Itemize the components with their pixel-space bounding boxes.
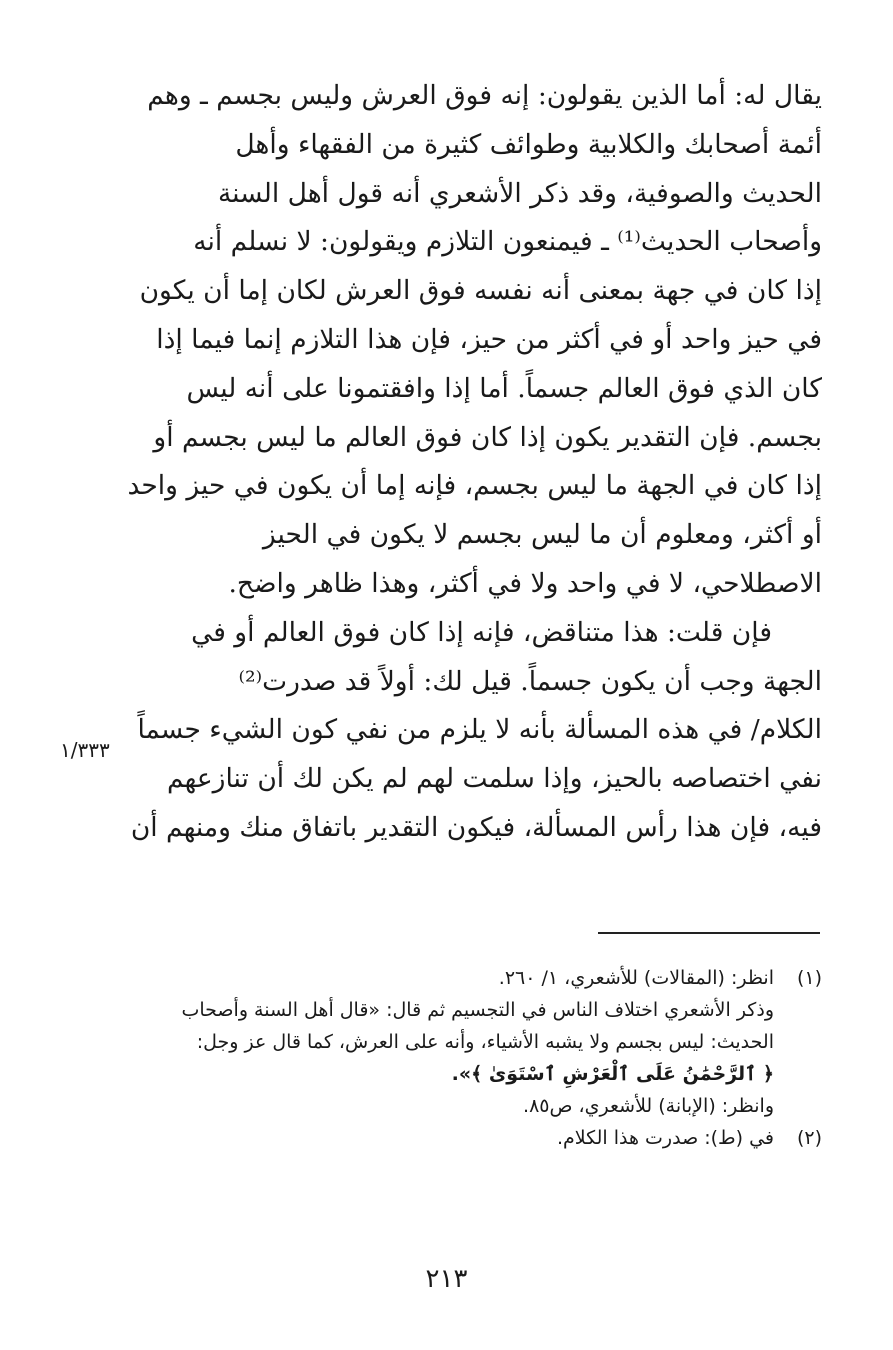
text-line: الجهة وجب أن يكون جسماً. قيل لك: أولاً قد صدرت⁽²⁾	[238, 665, 822, 697]
footnote-text: في (ط): صدرت هذا الكلام.	[556, 1127, 774, 1149]
footnote-divider	[598, 932, 820, 934]
text-line: كان الذي فوق العالم جسماً. أما إذا وافقتمونا على أنه ليس	[186, 372, 822, 404]
text-line: إذا كان في الجهة ما ليس بجسم، فإنه إما أن يكون في حيز واحد	[127, 470, 822, 502]
text-line: فإن قلت: هذا متناقض، فإنه إذا كان فوق العالم أو في	[191, 616, 772, 648]
text-line: الاصطلاحي، لا في واحد ولا في أكثر، وهذا ظاهر واضح.	[228, 567, 822, 599]
text-line: أو أكثر، ومعلوم أن ما ليس بجسم لا يكون في الحيز	[262, 519, 822, 551]
text-line: في حيز واحد أو في أكثر من حيز، فإن هذا التلازم إنما فيما إذا	[156, 323, 822, 355]
footnote-text: وذكر الأشعري اختلاف الناس في التجسيم ثم قال: «قال أهل السنة وأصحاب	[181, 999, 774, 1021]
text-line: بجسم. فإن التقدير يكون إذا كان فوق العالم ما ليس بجسم أو	[153, 421, 822, 453]
text-line: الكلام/ في هذه المسألة بأنه لا يلزم من نفي كون الشيء جسماً	[137, 714, 822, 746]
footnote-1	[150, 962, 822, 994]
footnote-number: (٢)	[796, 1127, 822, 1149]
footnote-text: انظر: (المقالات) للأشعري، ١/ ٢٦٠.	[498, 967, 774, 989]
manuscript-folio-marker: ١/٣٣٣	[60, 738, 110, 762]
text-line: فيه، فإن هذا رأس المسألة، فيكون التقدير باتفاق منك ومنهم أن	[130, 811, 822, 843]
text-line: أئمة أصحابك والكلابية وطوائف كثيرة من الفقهاء وأهل	[235, 128, 822, 160]
text-line: نفي اختصاصه بالحيز، وإذا سلمت لهم لم يكن لك أن تنازعهم	[166, 763, 822, 795]
main-text	[127, 72, 822, 853]
text-line: وأصحاب الحديث⁽¹⁾ ـ فيمنعون التلازم ويقولون: لا نسلم أنه	[193, 226, 822, 258]
footnote-2	[150, 1122, 822, 1154]
text-line: إذا كان في جهة بمعنى أنه نفسه فوق العرش لكان إما أن يكون	[139, 275, 822, 307]
paragraph-1	[127, 72, 822, 609]
footnotes	[150, 962, 822, 1154]
text-line: يقال له: أما الذين يقولون: إنه فوق العرش وليس بجسم ـ وهم	[147, 80, 822, 111]
footnote-number: (١)	[796, 967, 822, 989]
footnote-text: وانظر: (الإبانة) للأشعري، ص٨٥.	[523, 1095, 774, 1117]
page-number: ٢١٣	[425, 1264, 468, 1294]
footnote-text: الحديث: ليس بجسم ولا يشبه الأشياء، وأنه على العرش، كما قال عز وجل:	[196, 1031, 774, 1053]
quran-verse: ﴿ ٱلرَّحْمَٰنُ عَلَى ٱلْعَرْشِ ٱسْتَوَىٰ ﴾».	[451, 1063, 774, 1085]
text-line: الحديث والصوفية، وقد ذكر الأشعري أنه قول أهل السنة	[217, 177, 822, 209]
paragraph-2	[130, 609, 822, 853]
